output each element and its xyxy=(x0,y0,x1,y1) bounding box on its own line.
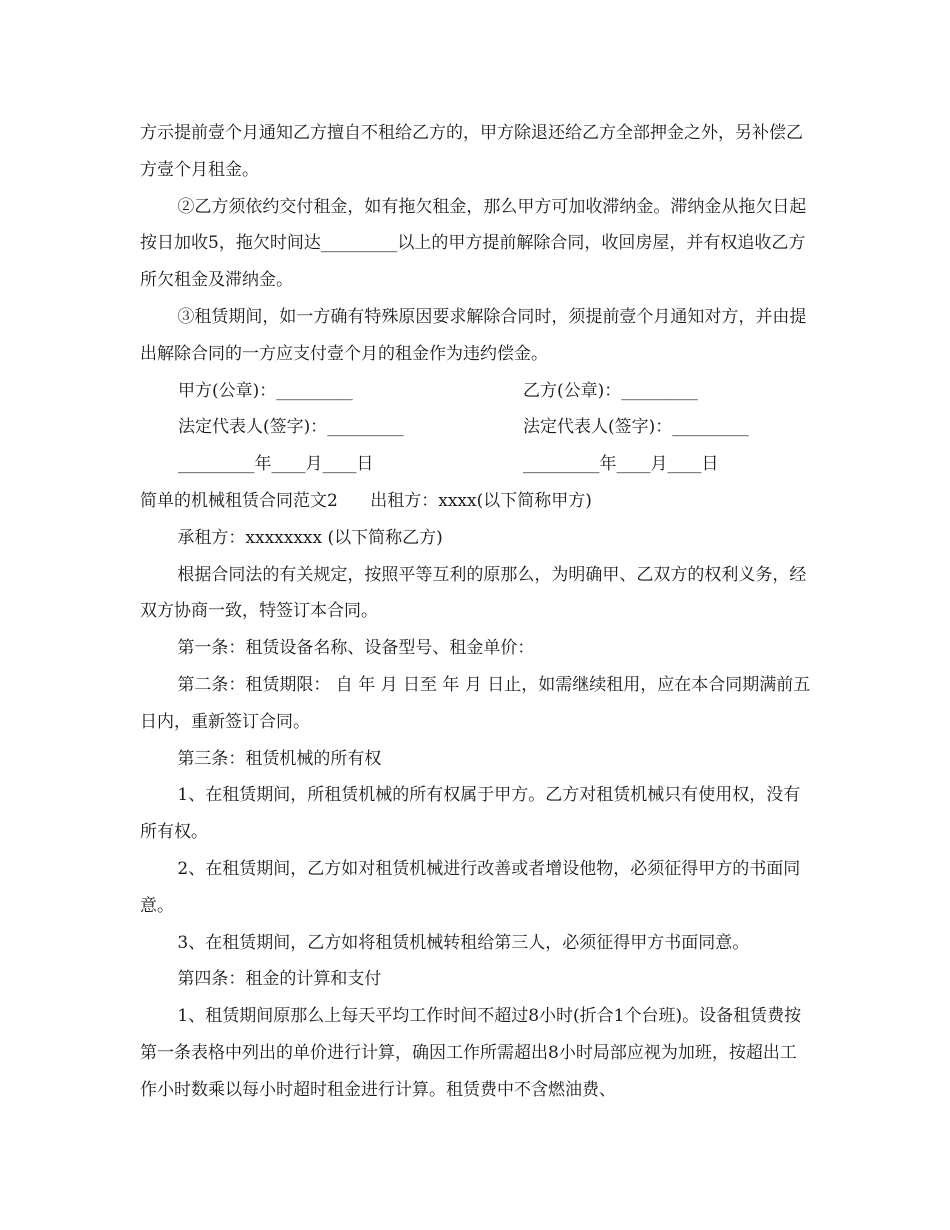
article-1: 第一条：租赁设备名称、设备型号、租金单价： xyxy=(177,638,535,659)
article-3: 第三条：租赁机械的所有权 xyxy=(177,748,382,769)
signature-row-representative xyxy=(140,409,812,446)
paragraph-late-fee: ②乙方须依约交付租金，如有拖欠租金，那么甲方可加收滞纳金。滞纳金从拖欠日起按日加收5，拖欠时间达_________以上的甲方提前解除合同，收回房屋，并有权追收乙方所欠租金及滞纳金。 xyxy=(140,196,807,291)
article-3-item-1: 1、在租赁期间，所租赁机械的所有权属于甲方。乙方对租赁机械只有使用权，没有所有权。 xyxy=(140,785,801,843)
party-a-seal: 甲方(公章)：_________ xyxy=(178,380,353,401)
signature-row-date xyxy=(140,446,812,483)
contract-2-heading: 简单的机械租赁合同范文2 出租方：xxxx(以下简称甲方) xyxy=(140,490,592,511)
article-4: 第四条：租金的计算和支付 xyxy=(177,969,382,990)
party-b-representative: 法定代表人(签字)：_________ xyxy=(523,417,749,438)
article-2: 第二条：租赁期限： 自 年 月 日至 年 月 日止，如需继续租用，应在本合同期满前五日内，重新签订合同。 xyxy=(140,674,811,732)
document-body xyxy=(140,115,812,1109)
contract-intro: 根据合同法的有关规定，按照平等互利的原那么，为明确甲、乙双方的权利义务，经双方协商一致，特签订本合同。 xyxy=(140,564,807,622)
party-b-date: _________年____月____日 xyxy=(523,454,719,475)
party-b-seal: 乙方(公章)：_________ xyxy=(523,380,698,401)
lessee-line: 承租方：xxxxxxxx (以下简称乙方) xyxy=(177,527,443,548)
signature-row-seal xyxy=(140,373,812,410)
article-4-item-1: 1、租赁期间原那么上每天平均工作时间不超过8小时(折合1个台班)。设备租赁费按第一条表格中列出的单价进行计算，确因工作所需超出8小时局部应视为加班，按超出工作小时数乘以每小时超时租金进行计算。租赁费中不含燃油费、 xyxy=(140,1006,802,1100)
article-3-item-3: 3、在租赁期间，乙方如将租赁机械转租给第三人，必须征得甲方书面同意。 xyxy=(177,932,750,953)
paragraph-termination: ③租赁期间，如一方确有特殊原因要求解除合同时，须提前壹个月通知对方，并由提出解除合同的一方应支付壹个月的租金作为违约偿金。 xyxy=(140,306,807,364)
party-a-representative: 法定代表人(签字)：_________ xyxy=(178,417,404,438)
paragraph-deposit-refund: 方示提前壹个月通知乙方擅自不租给乙方的，甲方除退还给乙方全部押金之外，另补偿乙方壹个月租金。 xyxy=(140,123,803,180)
article-3-item-2: 2、在租赁期间，乙方如对租赁机械进行改善或者增设他物，必须征得甲方的书面同意。 xyxy=(140,858,801,916)
party-a-date: _________年____月____日 xyxy=(178,454,374,475)
